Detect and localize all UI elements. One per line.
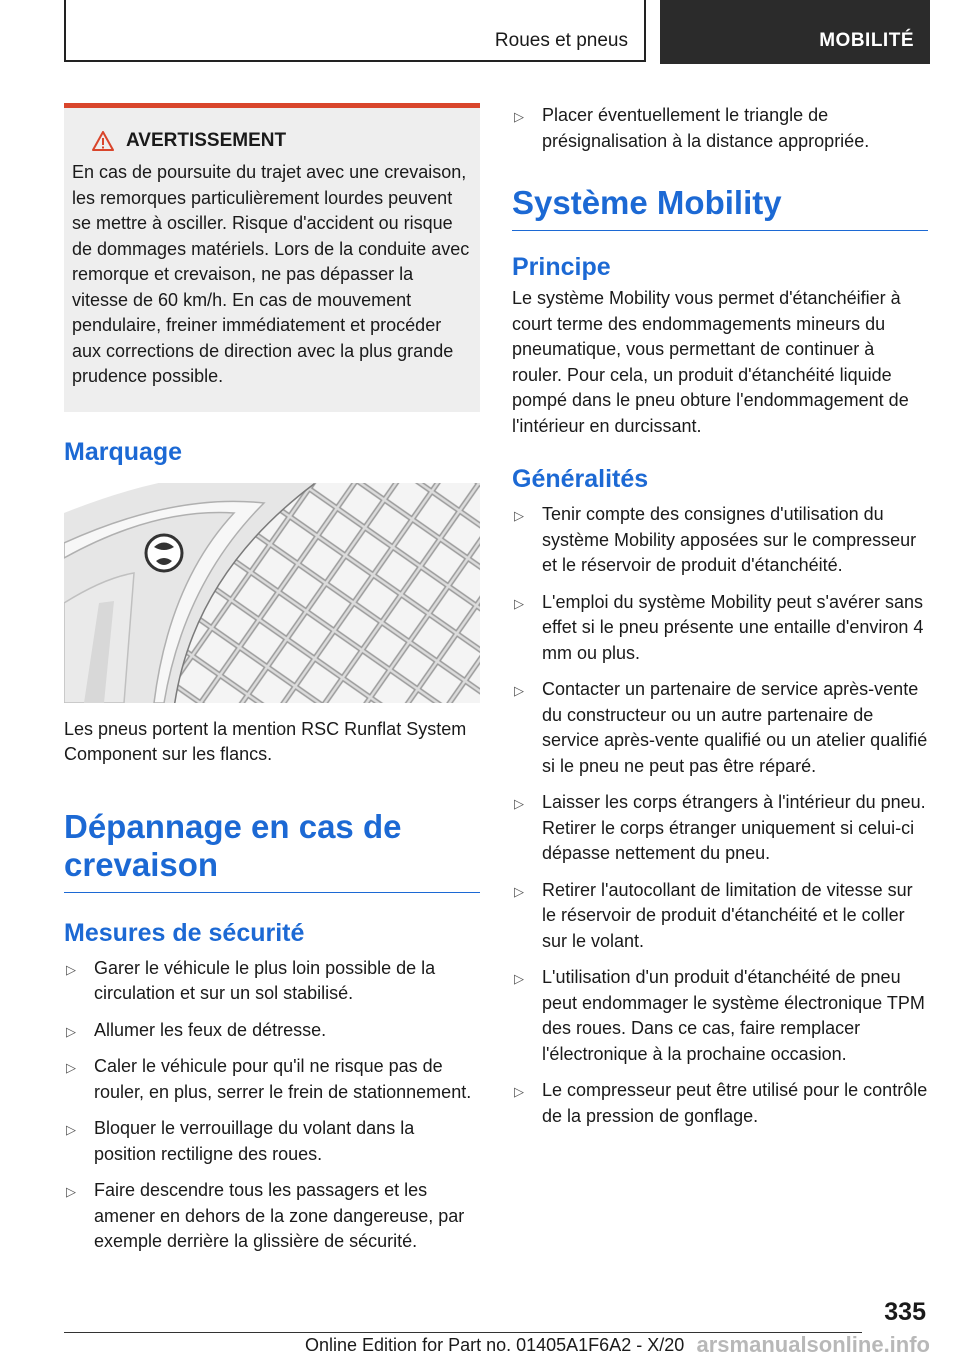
header-section-box [64, 0, 646, 62]
triangle-right-icon: ▷ [66, 961, 76, 977]
mesures-heading: Mesures de sécurité [64, 918, 305, 947]
triangle-right-icon: ▷ [66, 1122, 76, 1137]
triangle-right-icon: ▷ [66, 1023, 76, 1039]
list-item: ▷ Le compresseur peut être utilisé pour le contrôle de la pression de gonflage. [514, 1080, 928, 1126]
watermark: arsmanualsonline.info [696, 1332, 930, 1357]
triangle-right-icon: ▷ [514, 796, 524, 811]
tire-marking-image [64, 483, 480, 703]
warning-title: AVERTISSEMENT [126, 130, 287, 151]
list-item: ▷ Tenir compte des consignes d'utilisation du système Mobility apposées sur le compresseur et le réservoir de produit d'étanchéité. [514, 504, 917, 575]
principe-text: Le système Mobility vous permet d'étanchéifier à court terme des endommagements mineurs du pneumatique, vous permettant de continuer à rouler. Pour cela, un produit d'étanchéité liquide pompé dans le pneu obture l'endommagement de l'intérieur en durcissant. [512, 288, 909, 436]
list-item: ▷ Bloquer le verrouillage du volant dans la position rectiligne des roues. [66, 1118, 415, 1164]
depannage-heading: Dépannage en cas de crevaison [64, 808, 480, 893]
list-item: ▷ Allumer les feux de détresse. [64, 1018, 480, 1044]
generalites-list [512, 502, 928, 1129]
warning-box [64, 103, 480, 412]
triangle-right-icon: ▷ [66, 1060, 76, 1075]
list-item: ▷ Laisser les corps étrangers à l'intérieur du pneu. Retirer le corps étranger uniquement si celui-ci dépasse nettement du pneu. [514, 792, 926, 863]
marquage-heading: Marquage [64, 437, 183, 466]
list-item: ▷ L'emploi du système Mobility peut s'avérer sans effet si le pneu présente une entaille d'environ 4 mm ou plus. [514, 591, 924, 663]
warning-triangle-icon [92, 131, 114, 151]
list-item: ▷ Placer éventuellement le triangle de présignalisation à la distance appropriée. [514, 105, 870, 151]
list-item: ▷ Retirer l'autocollant de limitation de vitesse sur le réservoir de produit d'étanchéité et le coller sur le volant. [514, 879, 913, 951]
list-item: ▷ Garer le véhicule le plus loin possible de la circulation et sur un sol stabilisé. [66, 957, 436, 1003]
safety-list-continued [512, 103, 928, 154]
left-column [64, 103, 480, 1266]
marquage-caption: Les pneus portent la mention RSC Runflat System Component sur les flancs. [64, 718, 467, 764]
list-item: ▷ Faire descendre tous les passagers et les amener en dehors de la zone dangereuse, par exemple derrière la glissière de sécurité. [66, 1180, 465, 1251]
right-column [512, 103, 928, 1140]
warning-body: En cas de poursuite du trajet avec une crevaison, les remorques particulièrement lourdes peuvent se mettre à osciller. Risque d'accident ou risque de dommages matériels. Lors de la conduite avec remorque et crevaison, ne pas dépasser la vitesse de 60 km/h. En cas de mouvement pendulaire, freiner immédiatement et procéder aux corrections de direction avec la plus grande prudence possible. [72, 162, 470, 386]
list-item: ▷ Caler le véhicule pour qu'il ne risque pas de rouler, en plus, serrer le frein de stationnement. [66, 1056, 472, 1102]
page-header [64, 0, 930, 64]
triangle-right-icon: ▷ [514, 971, 524, 986]
triangle-right-icon: ▷ [514, 109, 524, 124]
triangle-right-icon: ▷ [66, 1184, 76, 1199]
triangle-right-icon: ▷ [514, 595, 524, 611]
page-number: 335 [884, 1298, 926, 1326]
triangle-right-icon: ▷ [514, 883, 524, 899]
warning-title-row [92, 130, 472, 152]
list-item: ▷ L'utilisation d'un produit d'étanchéité de pneu peut endommager le système électronique TPM des roues. Dans ce cas, faire remplacer l'électronique à la prochaine occasion. [514, 967, 925, 1064]
principe-heading: Principe [512, 253, 611, 281]
list-item: ▷ Contacter un partenaire de service après-vente du constructeur ou un autre partenaire de service après-vente qualifié ou un atelier qualifié si le pneu ne peut pas être réparé. [514, 679, 928, 776]
header-section-title: Roues et pneus [494, 30, 628, 51]
triangle-right-icon: ▷ [514, 1084, 524, 1099]
header-chapter-box [660, 0, 930, 64]
triangle-right-icon: ▷ [514, 683, 524, 698]
header-chapter-title: MOBILITÉ [819, 30, 914, 51]
tire-illustration [64, 483, 480, 703]
triangle-right-icon: ▷ [514, 508, 524, 523]
generalites-heading: Généralités [512, 465, 649, 493]
mobility-heading: Système Mobility [512, 184, 928, 231]
safety-list [64, 956, 480, 1255]
footer-edition: Online Edition for Part no. 01405A1F6A2 - X/20 [305, 1335, 685, 1355]
